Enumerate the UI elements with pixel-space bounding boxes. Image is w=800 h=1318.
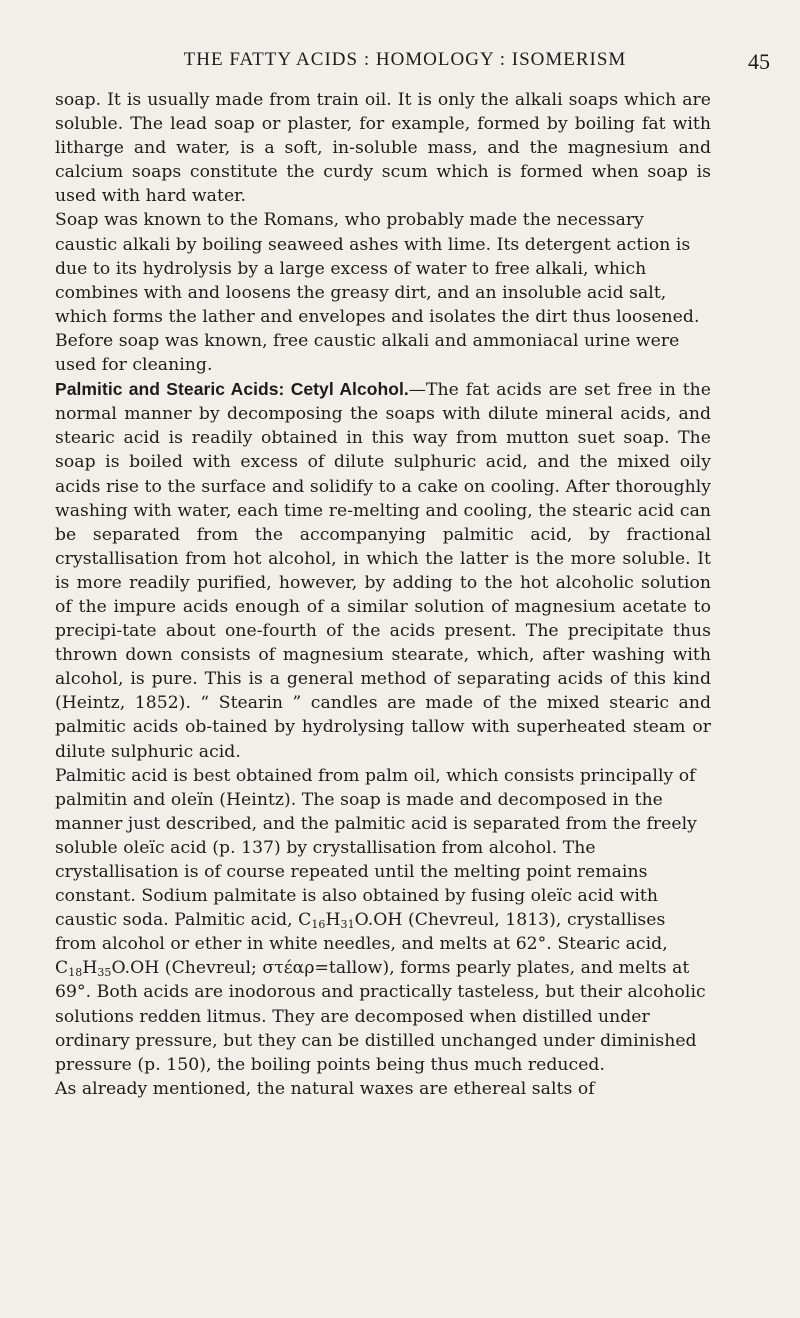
formula-text: H: [325, 910, 341, 931]
running-head: [40, 49, 770, 79]
paragraph-text: —The fat acids are set free in the normal manner by decomposing the soaps with dilute mineral acids, and stearic acid is readily obtained in this way from mutton suet soap. The soap is boiled with excess of dilute sulphuric acid, and the mixed oily acids rise to the surface and solidify to a cake on cooling. After thoroughly washing with water, each time re-melting and cooling, the stearic acid can be separated from the accompanying palmitic acid, by fractional crystallisation from hot alcohol, in which the latter is the more soluble. It is more readily purified, however, by adding to the hot alcoholic solution of the impure acids enough of a similar solution of magnesium acetate to precipi-tate about one-fourth of the acids present. The precipitate thus thrown down consists of magnesium stearate, which, after washing with alcohol, is pure. This is a general method of separating acids of this kind (Heintz, 1852). “ Stearin ” candles are made of the mixed stearic and palmitic acids ob-tained by hydrolysing tallow with superheated steam or dilute sulphuric acid.: [55, 380, 711, 762]
body-text: [55, 88, 711, 1101]
formula-subscript: 16: [311, 918, 326, 932]
paragraph-waxes: As already mentioned, the natural waxes are ethereal salts of: [55, 1078, 595, 1099]
formula-text: H: [82, 958, 98, 979]
paragraph-palmitic-acid: [55, 764, 711, 1077]
paragraph-soap-solubility: soap. It is usually made from train oil. It is only the alkali soaps which are soluble. The lead soap or plaster, for example, formed by boiling fat with litharge and water, is a soft, in-soluble mass, and the magnesium and calcium soaps constitute the curdy scum which is formed when soap is used with hard water.: [55, 90, 711, 207]
paragraph-text: O.OH (Chevreul; στέαρ=tallow), forms pearly plates, and melts at 69°. Both acids are inodorous and practically tasteless, but their alcoholic solutions redden litmus. They are decomposed when distilled under ordinary pressure, but they can be distilled unchanged under diminished pressure (p. 150), the boiling points being thus much reduced.: [55, 958, 706, 1075]
running-title: THE FATTY ACIDS : HOMOLOGY : ISOMERISM: [183, 49, 627, 70]
paragraph-text: O.OH (Chevreul, 1813), crystallises from alcohol or ether in white needles, and melts at 62°. Stearic acid, C: [55, 910, 668, 979]
paragraph-text: Palmitic acid is best obtained from palm oil, which consists principally of palmitin and oleïn (Heintz). The soap is made and decomposed in the manner just described, and the palmitic acid is separated from the freely soluble oleïc acid (p. 137) by crystallisation from alcohol. The crystallisation is of course repeated until the melting point remains constant. Sodium palmitate is also obtained by fusing oleïc acid with caustic soda. Palmitic acid, C: [55, 765, 697, 931]
page-number: 45: [748, 49, 770, 74]
formula-subscript: 31: [340, 918, 355, 932]
section-heading: Palmitic and Stearic Acids: Cetyl Alcohol.: [55, 379, 409, 400]
paragraph-palmitic-stearic: [55, 377, 711, 764]
paragraph-soap-history: Soap was known to the Romans, who probably made the necessary caustic alkali by boiling seaweed ashes with lime. Its detergent action is due to its hydrolysis by a large excess of water to free alkali, which combines with and loosens the greasy dirt, and an insoluble acid salt, which forms the lather and envelopes and isolates the dirt thus loosened. Before soap was known, free caustic alkali and ammoniacal urine were used for cleaning.: [55, 210, 700, 376]
formula-subscript: 35: [97, 966, 112, 980]
formula-subscript: 18: [68, 966, 83, 980]
